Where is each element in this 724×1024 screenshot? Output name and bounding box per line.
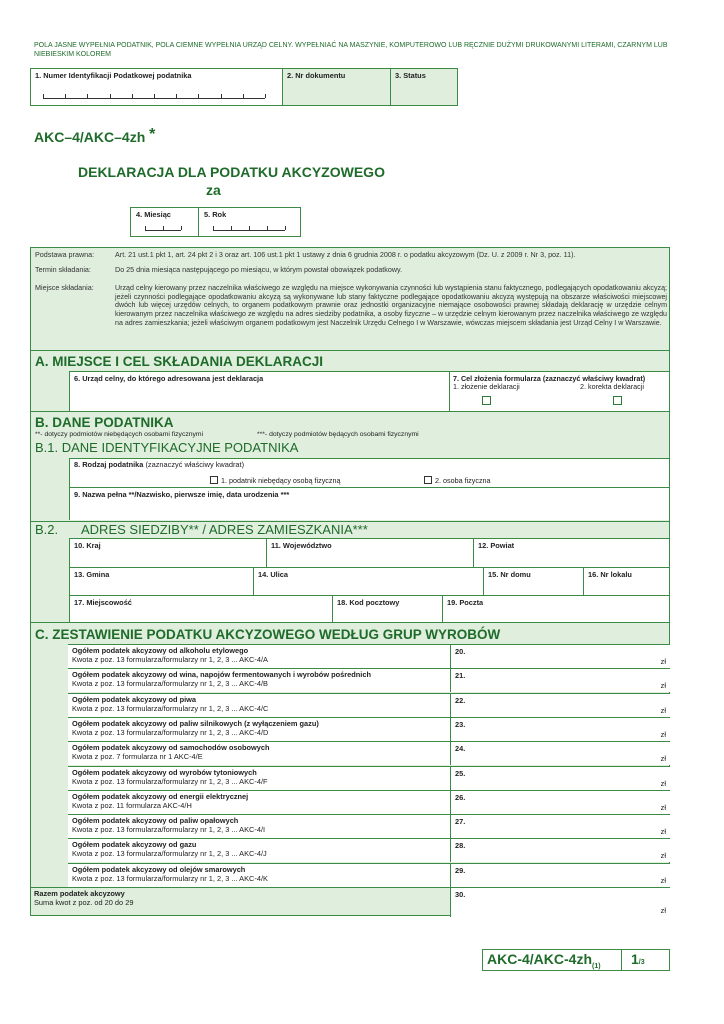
tax-group-row [68, 668, 450, 692]
street-label: 14. Ulica [258, 570, 288, 579]
field-number: 23. [455, 719, 466, 729]
note-natural-person: ***- dotyczy podmiotów będących osobami fizycznymi [257, 431, 419, 438]
deadline-label: Termin składania: [35, 265, 91, 274]
currency-label: zł [660, 729, 666, 739]
currency-label: zł [660, 875, 666, 885]
tax-group-row [68, 644, 450, 668]
field-number: 22. [455, 695, 466, 705]
section-b2 [30, 522, 670, 623]
section-b1-title: B.1. DANE IDENTYFIKACYJNE PODATNIKA [35, 440, 299, 455]
deadline-text: Do 25 dnia miesiąca następującego po miesiącu, w którym powstał obowiązek podatkowy. [115, 265, 403, 274]
section-c-title: C. ZESTAWIENIE PODATKU AKCYZOWEGO WEDŁUG GRUP WYROBÓW [35, 627, 501, 642]
total-row [30, 887, 450, 917]
full-name-field[interactable] [69, 487, 669, 520]
tax-amount-field[interactable] [450, 790, 670, 814]
page-footer [482, 949, 670, 971]
tax-amount-field[interactable] [450, 863, 670, 887]
section-b-title: B. DANE PODATNIKA [35, 415, 174, 430]
tax-amount-field[interactable] [450, 741, 670, 765]
section-a-title: A. MIEJSCE I CEL SKŁADANIA DEKLARACJI [35, 354, 324, 369]
field-number: 20. [455, 647, 466, 656]
tax-amount-field[interactable] [450, 668, 670, 692]
tax-group-source: Kwota z poz. 13 formularza/formularzy nr 1, 2, 3 ... AKC-4/C [72, 703, 269, 713]
country-field[interactable] [70, 539, 267, 567]
postal-code-field[interactable] [333, 595, 443, 623]
district-label: 12. Powiat [478, 541, 515, 550]
nip-digit-boxes [43, 95, 265, 99]
tax-amount-field[interactable] [450, 693, 670, 717]
nip-label: 1. Numer Identyfikacji Podatkowej podatnika [35, 71, 192, 80]
legal-basis-label: Podstawa prawna: [35, 250, 95, 259]
tax-group-title: Ogółem podatek akcyzowy od paliw opałowych [72, 816, 239, 826]
tax-group-source: Kwota z poz. 7 formularza nr 1 AKC-4/E [72, 752, 203, 762]
locality-label: 17. Miejscowość [74, 598, 132, 607]
tax-group-source: Kwota z poz. 13 formularza/formularzy nr 1, 2, 3 ... AKC-4/A [72, 655, 268, 664]
locality-field[interactable] [70, 595, 333, 623]
total-amount-field[interactable] [450, 887, 670, 917]
year-label: 5. Rok [204, 210, 227, 219]
field-number: 21. [455, 671, 466, 681]
place-label: Miejsce składania: [35, 283, 94, 292]
tax-amount-field[interactable] [450, 814, 670, 838]
currency-label: zł [660, 657, 666, 666]
tax-group-title: Ogółem podatek akcyzowy od olejów smarowych [72, 864, 246, 874]
tax-group-row [68, 790, 450, 814]
section-b2-title: ADRES SIEDZIBY** / ADRES ZAMIESZKANIA*** [81, 522, 368, 537]
house-number-label: 15. Nr domu [488, 570, 531, 579]
option-legal-entity[interactable]: 1. podatnik niebędący osobą fizyczną [210, 476, 340, 486]
tax-group-title: Ogółem podatek akcyzowy od wyrobów tytoniowych [72, 767, 257, 777]
tax-group-row [68, 863, 450, 887]
place-text: Urząd celny kierowany przez naczelnika właściwego ze względu na miejsce wykonywania czynności lub wystąpienia stanu faktycznego, podlegających opodatkowaniu akcyzą; jeżeli czynności podlegające opodatkowaniu akcyzą są wykonywane lub stany faktyczne podlegające opodatkowaniu akcyzą występują na obszarze właściwości miejscowej dwóch lub więcej urzędów celnych, to organem podatkowym prawnie oraz jednostki organizacyjne niemające osobowości prawnej składają deklarację w urzędzie celnym kierowanym przez naczelnika właściwego ze względu na adres siedziby podatnika, a osoby fizyczne – w urzędzie celnym kierowanym przez naczelnika właściwego ze względu na adres zamieszkania; jeżeli właściwym organem podatkowym jest Naczelnik Urzędu Celnego I w Warszawie, wówczas miejscem składania jest Urząd Celny I w Warszawie. [115, 284, 667, 327]
note-legal-entity: **- dotyczy podmiotów niebędących osobami fizycznymi [35, 431, 204, 438]
tax-group-title: Ogółem podatek akcyzowy od paliw silnikowych (z wyłączeniem gazu) [72, 718, 319, 728]
field-number: 27. [455, 817, 466, 827]
tax-group-source: Kwota z poz. 13 formularza/formularzy nr 1, 2, 3 ... AKC-4/F [72, 776, 268, 786]
house-number-field[interactable] [484, 567, 584, 595]
tax-group-title: Ogółem podatek akcyzowy od energii elektrycznej [72, 791, 249, 801]
tax-amount-field[interactable] [450, 717, 670, 741]
field-number: 26. [455, 792, 466, 802]
tax-group-source: Kwota z poz. 13 formularza/formularzy nr 1, 2, 3 ... AKC-4/I [72, 825, 266, 835]
status-field [391, 69, 457, 105]
tax-group-title: Ogółem podatek akcyzowy od alkoholu etylowego [72, 646, 249, 655]
tax-group-row [68, 717, 450, 741]
post-office-label: 19. Poczta [447, 598, 484, 607]
currency-label: zł [660, 778, 666, 788]
full-name-label: 9. Nazwa pełna **/Nazwisko, pierwsze imię, data urodzenia *** [74, 490, 290, 499]
purpose-option-declaration-label: 1. złożenie deklaracji [453, 382, 520, 391]
voivodeship-label: 11. Województwo [271, 541, 332, 550]
taxpayer-type-field [69, 458, 669, 487]
apartment-number-field[interactable] [584, 567, 670, 595]
total-source: Suma kwot z poz. od 20 do 29 [34, 898, 134, 907]
tax-group-title: Ogółem podatek akcyzowy od piwa [72, 694, 197, 704]
tax-group-row [68, 693, 450, 717]
month-label: 4. Miesiąc [136, 210, 171, 219]
section-b [30, 412, 670, 522]
year-field[interactable] [199, 208, 300, 236]
legal-basis-text: Art. 21 ust.1 pkt 1, art. 24 pkt 2 i 3 oraz art. 106 ust.1 pkt 1 ustawy z dnia 6 grudnia 2008 r. o podatku akcyzowym (Dz. U. z 2009 r. Nr 3, poz. 11). [115, 250, 576, 259]
tax-group-source: Kwota z poz. 13 formularza/formularzy nr 1, 2, 3 ... AKC-4/K [72, 873, 268, 883]
postal-code-label: 18. Kod pocztowy [337, 598, 400, 607]
tax-amount-field[interactable] [450, 644, 670, 668]
header-fields [30, 68, 458, 106]
section-b2-number: B.2. [35, 522, 59, 537]
municipality-field[interactable] [70, 567, 254, 595]
legal-entity-checkbox[interactable] [210, 476, 218, 484]
footer-page-number: 1/3 [631, 951, 645, 967]
tax-group-row [68, 838, 450, 862]
period-za: za [206, 182, 221, 198]
district-field[interactable] [474, 539, 670, 567]
country-label: 10. Kraj [74, 541, 101, 550]
municipality-label: 13. Gmina [74, 570, 110, 579]
tax-group-row [68, 766, 450, 790]
section-a [30, 351, 670, 412]
status-label: 3. Status [395, 71, 426, 80]
purpose-label: 7. Cel złożenia formularza (zaznaczyć właściwy kwadrat) [453, 374, 646, 383]
taxpayer-type-label: 8. Rodzaj podatnika (zaznaczyć właściwy kwadrat) [74, 460, 245, 469]
customs-office-field[interactable] [69, 371, 449, 411]
natural-person-checkbox[interactable] [424, 476, 432, 484]
street-field[interactable] [254, 567, 484, 595]
tax-group-source: Kwota z poz. 13 formularza/formularzy nr 1, 2, 3 ... AKC-4/D [72, 727, 269, 737]
tax-group-source: Kwota z poz. 11 formularza AKC-4/H [72, 800, 192, 810]
document-number-label: 2. Nr dokumentu [287, 71, 346, 80]
purpose-correction-checkbox[interactable] [613, 396, 622, 405]
currency-label: zł [660, 754, 666, 764]
apartment-number-label: 16. Nr lokalu [588, 570, 632, 579]
document-number-field [283, 69, 391, 105]
currency-label: zł [660, 851, 666, 861]
purpose-declaration-checkbox[interactable] [482, 396, 491, 405]
tax-group-title: Ogółem podatek akcyzowy od samochodów osobowych [72, 743, 270, 753]
instructions-note: POLA JASNE WYPEŁNIA PODATNIK, POLA CIEMNE WYPEŁNIA URZĄD CELNY. WYPEŁNIAĆ NA MASZYNIE, KOMPUTEROWO LUB RĘCZNIE DUŻYMI DRUKOWANYMI LITERAMI, CZARNYM LUB NIEBIESKIM KOLOREM [34, 42, 668, 58]
period-fields [130, 207, 301, 237]
currency-label: zł [660, 802, 666, 812]
voivodeship-field[interactable] [267, 539, 474, 567]
tax-group-row [68, 741, 450, 765]
footer-form-code: AKC-$4/AKC-4zh_{(1)}$ [487, 951, 601, 970]
currency-label: zł [660, 827, 666, 837]
purpose-field [449, 371, 669, 411]
form-code: AKC–4/AKC–4zh * [34, 126, 156, 145]
address-grid [69, 538, 669, 622]
tax-amount-field[interactable] [450, 766, 670, 790]
field-number: 29. [455, 865, 466, 875]
currency-label: zł [660, 705, 666, 715]
tax-group-source: Kwota z poz. 13 formularza/formularzy nr 1, 2, 3 ... AKC-4/J [72, 849, 267, 859]
currency-label: zł [660, 906, 666, 915]
tax-group-row [68, 814, 450, 838]
purpose-option-correction-label: 2. korekta deklaracji [580, 382, 644, 391]
month-field[interactable] [131, 208, 199, 236]
tax-group-title: Ogółem podatek akcyzowy od wina, napojów fermentowanych i wyrobów pośrednich [72, 670, 371, 680]
field-number: 24. [455, 744, 466, 754]
tax-group-source: Kwota z poz. 13 formularza/formularzy nr 1, 2, 3 ... AKC-4/B [72, 679, 268, 689]
month-digit-boxes [145, 227, 181, 231]
page-title: DEKLARACJA DLA PODATKU AKCYZOWEGO [78, 164, 385, 180]
currency-label: zł [660, 681, 666, 691]
option-natural-person[interactable]: 2. osoba fizyczna [424, 476, 491, 486]
field-number: 30. [455, 890, 466, 899]
year-digit-boxes [213, 227, 285, 231]
customs-office-label: 6. Urząd celny, do którego adresowana jest deklaracja [74, 374, 264, 383]
tax-amount-field[interactable] [450, 838, 670, 862]
nip-field[interactable] [31, 69, 283, 105]
field-number: 28. [455, 841, 466, 851]
tax-group-title: Ogółem podatek akcyzowy od gazu [72, 840, 197, 850]
legal-info [30, 247, 670, 351]
post-office-field[interactable] [443, 595, 670, 623]
field-number: 25. [455, 768, 466, 778]
total-title: Razem podatek akcyzowy [34, 889, 125, 898]
